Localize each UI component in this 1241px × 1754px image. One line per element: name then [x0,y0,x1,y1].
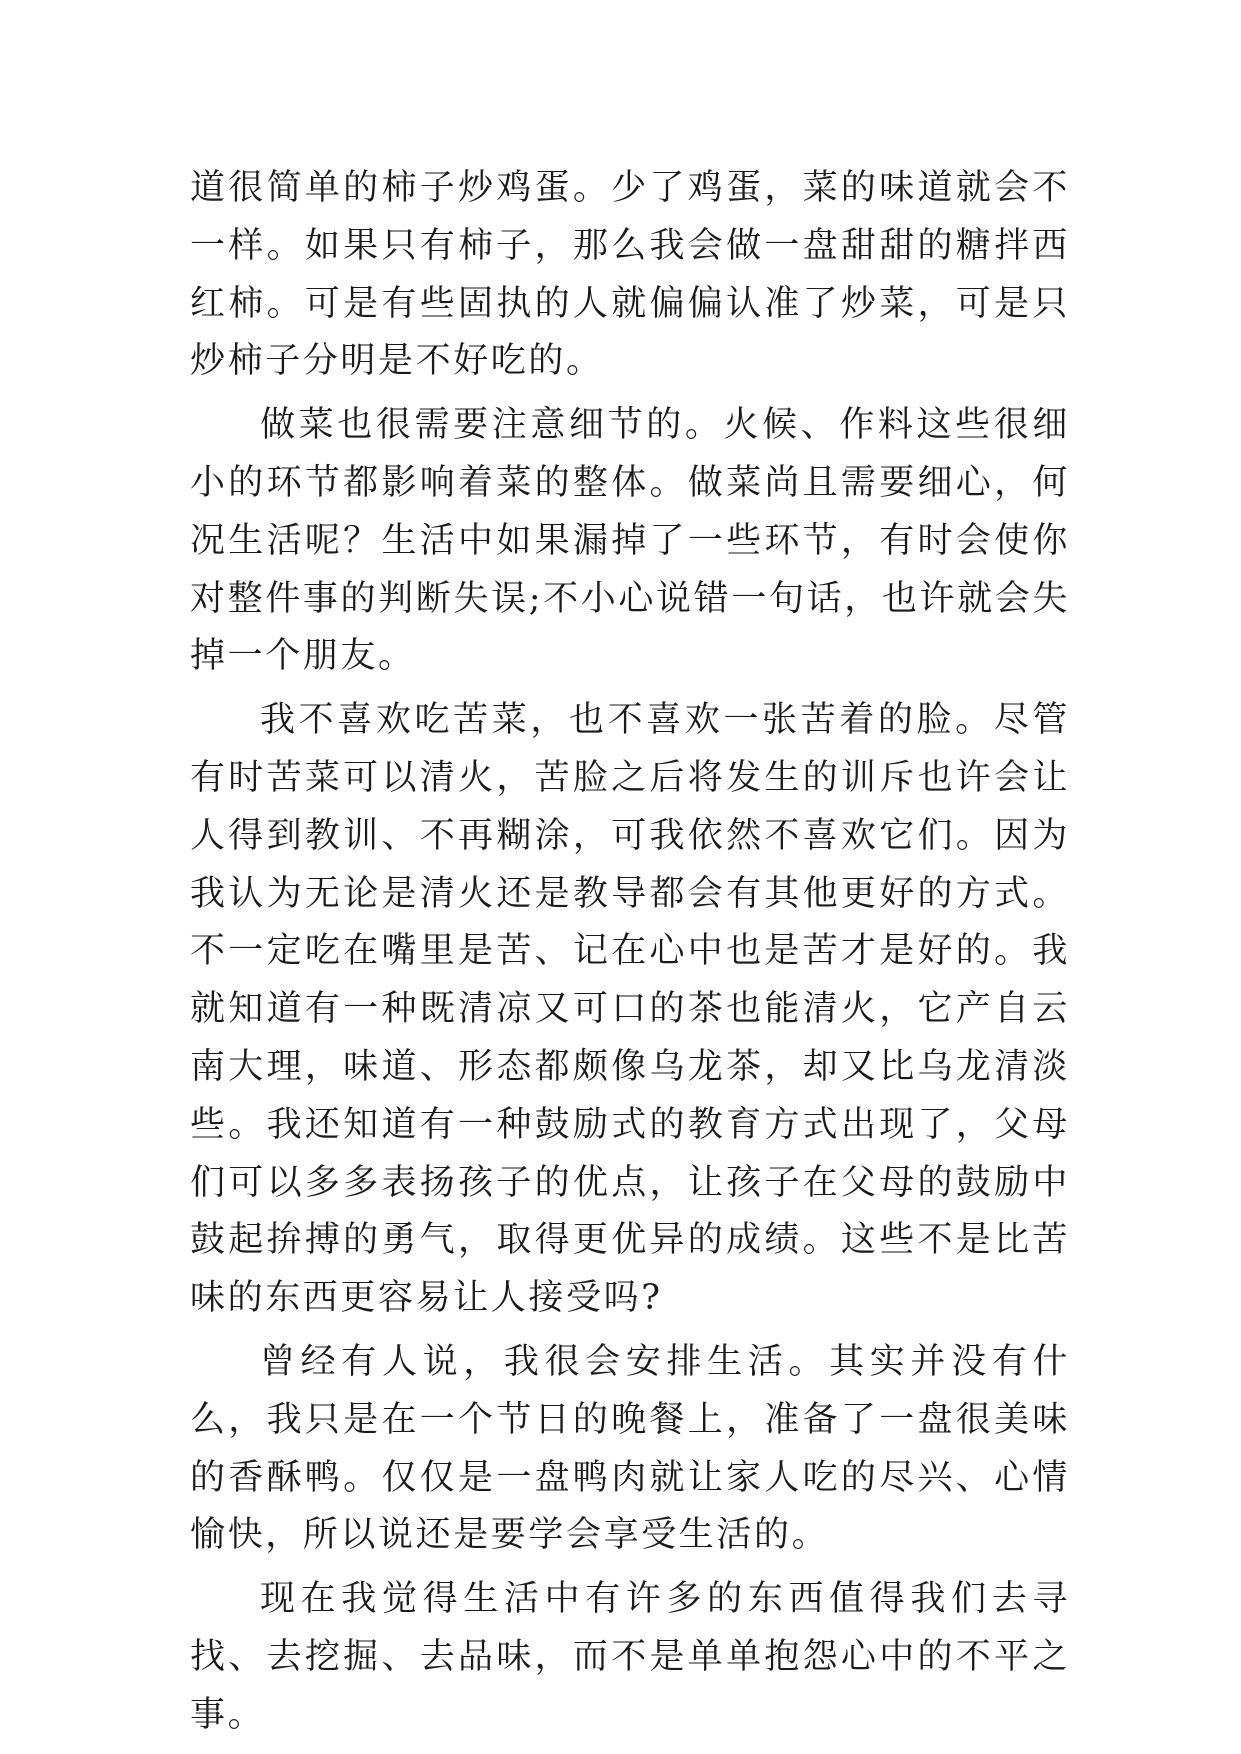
document-body [190,160,1070,1751]
paragraph-5: 现在我觉得生活中有许多的东西值得我们去寻找、去挖掘、去品味，而不是单单抱怨心中的不平之事。 [190,1579,1070,1735]
paragraph-4: 曾经有人说，我很会安排生活。其实并没有什么，我只是在一个节日的晚餐上，准备了一盘很美味的香酥鸭。仅仅是一盘鸭肉就让家人吃的尽兴、心情愉快，所以说还是要学会享受生活的。 [190,1341,1070,1556]
paragraph-3: 我不喜欢吃苦菜，也不喜欢一张苦着的脸。尽管有时苦菜可以清火，苦脸之后将发生的训斥也许会让人得到教训、不再糊涂，可我依然不喜欢它们。因为我认为无论是清火还是教导都会有其他更好的方式。不一定吃在嘴里是苦、记在心中也是苦才是好的。我就知道有一种既清凉又可口的茶也能清火，它产自云南大理，味道、形态都颇像乌龙茶，却又比乌龙清淡些。我还知道有一种鼓励式的教育方式出现了，父母们可以多多表扬孩子的优点，让孩子在父母的鼓励中鼓起拚搏的勇气，取得更优异的成绩。这些不是比苦味的东西更容易让人接受吗? [190,700,1070,1319]
paragraph-1: 道很简单的柿子炒鸡蛋。少了鸡蛋，菜的味道就会不一样。如果只有柿子，那么我会做一盘甜甜的糖拌西红柿。可是有些固执的人就偏偏认准了炒菜，可是只炒柿子分明是不好吃的。 [190,168,1070,382]
paragraph-2: 做菜也很需要注意细节的。火候、作料这些很细小的环节都影响着菜的整体。做菜尚且需要细心，何况生活呢？生活中如果漏掉了一些环节，有时会使你对整件事的判断失误;不小心说错一句话，也许就会失掉一个朋友。 [190,405,1070,677]
